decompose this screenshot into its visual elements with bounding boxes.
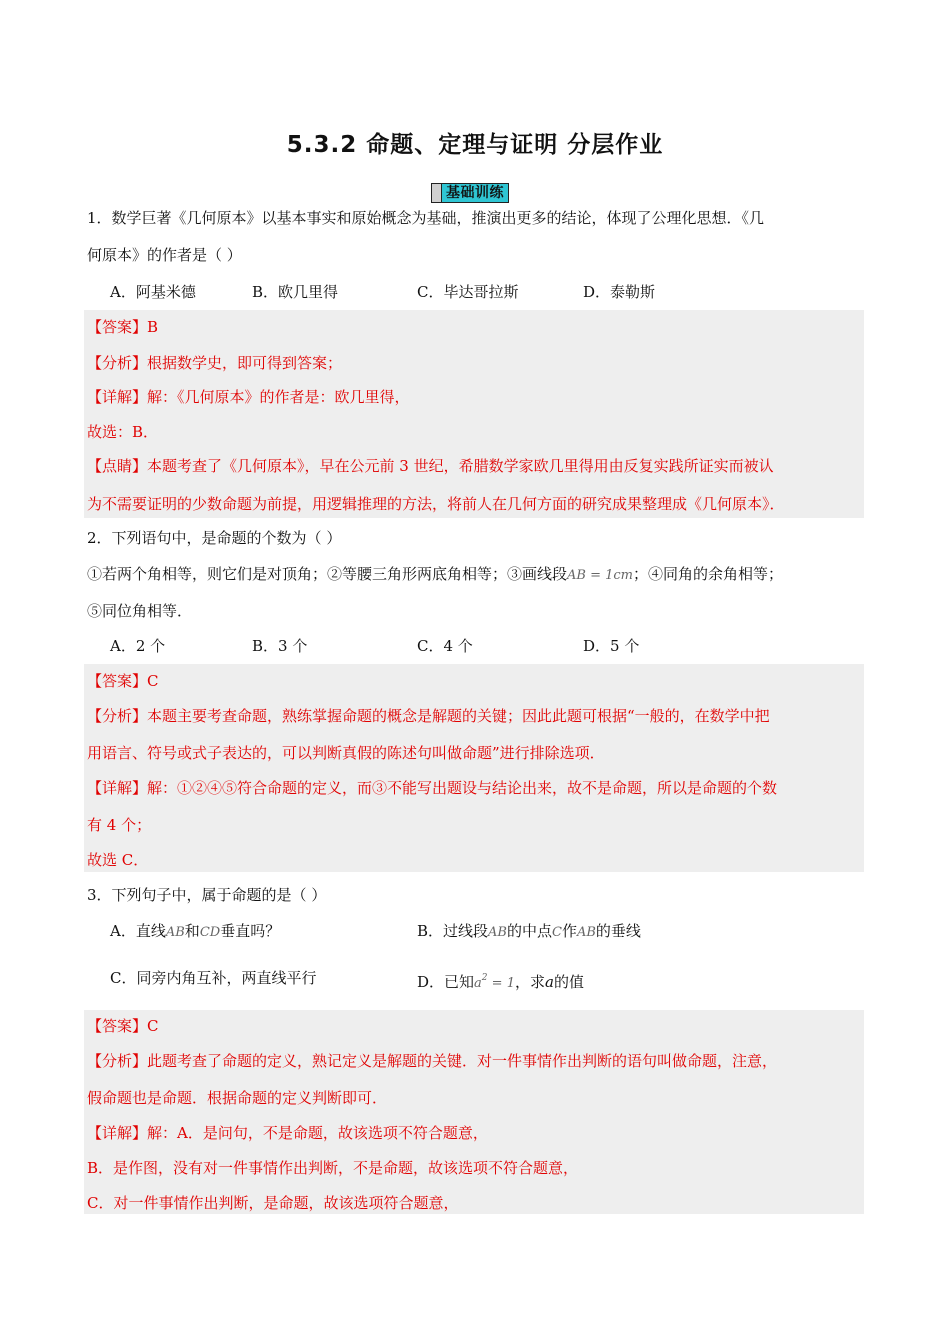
question-3-option-a-math-ab: AB	[165, 925, 185, 940]
question-2-detail-line-1: 【详解】解：①②④⑤符合命题的定义，而③不能写出题设与结论出来，故不是命题，所以是命题的个数	[87, 779, 778, 797]
question-1-option-d: D．泰勒斯	[583, 283, 656, 301]
question-3-option-c: C．同旁内角互补，两直线平行	[110, 969, 317, 987]
section-badge-marker	[431, 183, 441, 203]
question-3-text-line-1: 3．下列句子中，属于命题的是（ ）	[87, 886, 327, 904]
question-3-detail-line-3: C．对一件事情作出判断，是命题，故该选项符合题意，	[87, 1194, 459, 1212]
question-1-option-b: B．欧几里得	[252, 283, 339, 301]
question-2-text-line-3: ⑤同位角相等．	[87, 602, 193, 620]
question-2-statements-part-1: ①若两个角相等，则它们是对顶角；②等腰三角形两底角相等；③画线段	[87, 565, 568, 583]
question-3-option-b-math-ab-2: AB	[576, 925, 596, 940]
question-3-option-b-math-c: C	[552, 925, 562, 940]
question-3-detail-line-2: B．是作图，没有对一件事情作出判断，不是命题，故该选项不符合题意，	[87, 1159, 579, 1177]
question-2-option-b: B．3 个	[252, 637, 308, 655]
question-1-comment-line-2: 为不需要证明的少数命题为前提，用逻辑推理的方法，将前人在几何方面的研究成果整理成《几何原本》．	[87, 495, 785, 513]
section-badge	[431, 183, 509, 203]
question-3-option-d-math-equals: = 1	[487, 976, 515, 991]
question-2-choice: 故选 C．	[87, 851, 149, 869]
question-2-detail-line-2: 有 4 个；	[87, 816, 152, 834]
question-3-option-d-math-exponent: 2	[481, 973, 488, 983]
question-1-answer-box	[84, 310, 864, 518]
question-1-option-c: C．毕达哥拉斯	[417, 283, 519, 301]
question-3-option-d-text-3: 的值	[553, 973, 584, 991]
question-1-analysis: 【分析】根据数学史，即可得到答案；	[87, 354, 343, 372]
question-3-option-b-math-ab: AB	[488, 925, 507, 940]
question-2-math-ab: AB = 1cm	[567, 568, 633, 583]
question-2-option-a: A．2 个	[110, 637, 166, 655]
question-3-option-a-math-cd: CD	[199, 925, 221, 940]
question-2-analysis-line-1: 【分析】本题主要考查命题，熟练掌握命题的概念是解题的关键；因此此题可根据“一般的，在数学中把	[87, 707, 770, 725]
question-3-option-d-text-1: D．已知	[417, 973, 475, 991]
question-3-analysis-line-2: 假命题也是命题．根据命题的定义判断即可．	[87, 1089, 388, 1107]
question-3-detail-line-1: 【详解】解：A．是问句，不是命题，故该选项不符合题意，	[87, 1124, 488, 1142]
question-2-analysis-line-2: 用语言、符号或式子表达的，可以判断真假的陈述句叫做命题”进行排除选项．	[87, 744, 605, 762]
question-3-analysis-line-1: 【分析】此题考查了命题的定义，熟记定义是解题的关键．对一件事情作出判断的语句叫做命题，注意，	[87, 1052, 778, 1070]
page-title: 5.3.2 命题、定理与证明 分层作业	[286, 132, 664, 158]
question-1-detail: 【详解】解：《几何原本》的作者是：欧几里得，	[87, 388, 410, 406]
question-3-option-d	[417, 968, 584, 994]
question-3-option-a-text-2: 和	[184, 922, 200, 940]
question-3-answer-box	[84, 1010, 864, 1214]
question-3-option-d-text-2: ，求	[514, 973, 545, 991]
question-3-option-a-text-3: 垂直吗？	[220, 922, 281, 940]
question-2-option-d: D．5 个	[583, 637, 640, 655]
question-3-option-a	[110, 921, 280, 943]
question-1-choice: 故选：B．	[87, 423, 159, 441]
question-1-comment-line-1: 【点睛】本题考查了《几何原本》，早在公元前 3 世纪，希腊数学家欧几里得用由反复实践所证实而被认	[87, 457, 774, 475]
section-badge-label: 基础训练	[441, 183, 509, 203]
question-2-statements-part-2: ；④同角的余角相等；	[633, 565, 784, 583]
question-3-option-d-variable-a: a	[544, 973, 554, 991]
question-3-option-b	[417, 921, 641, 943]
question-2-answer-box	[84, 664, 864, 872]
question-3-option-b-text-4: 的垂线	[595, 922, 641, 940]
question-2-option-c: C．4 个	[417, 637, 473, 655]
question-2-text-line-2	[87, 564, 867, 586]
question-3-option-b-text-1: B．过线段	[417, 922, 489, 940]
question-3-option-b-text-2: 的中点	[506, 922, 552, 940]
question-3-option-b-text-3: 作	[561, 922, 577, 940]
question-1-text-line-1: 1．数学巨著《几何原本》以基本事实和原始概念为基础，推演出更多的结论，体现了公理化思想．《几	[87, 209, 765, 227]
question-3-option-a-text-1: A．直线	[110, 922, 166, 940]
question-3-answer: 【答案】C	[87, 1017, 159, 1035]
question-2-text-line-1: 2．下列语句中，是命题的个数为（ ）	[87, 529, 342, 547]
question-2-answer: 【答案】C	[87, 672, 159, 690]
question-3-option-d-math-a: a	[474, 976, 482, 991]
question-1-text-line-2: 何原本》的作者是（ ）	[87, 246, 242, 264]
question-1-answer: 【答案】B	[87, 318, 159, 336]
question-1-option-a: A．阿基米德	[110, 283, 196, 301]
